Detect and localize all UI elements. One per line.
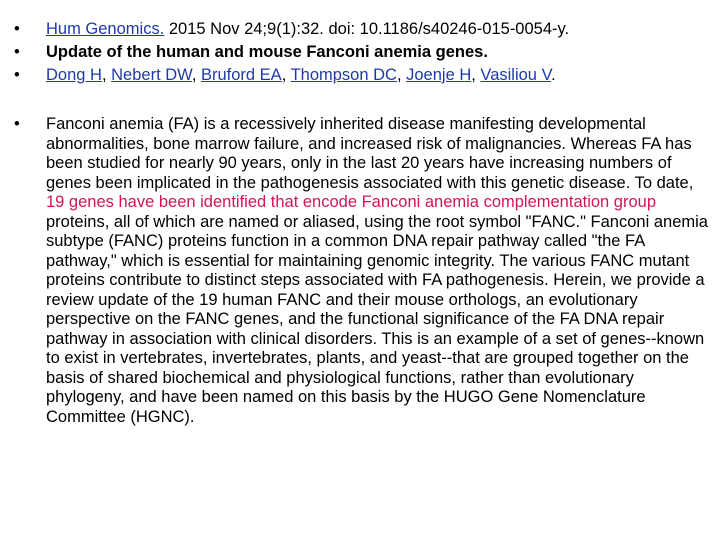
bullet: • [14, 66, 20, 84]
journal-link[interactable]: Hum Genomics. [46, 20, 165, 38]
citation-details: 2015 Nov 24;9(1):32. doi: 10.1186/s40246-015-0054-y. [164, 20, 570, 38]
bullet: • [14, 43, 20, 61]
abstract-text-end: proteins, all of which are named or aliased, using the root symbol "FANC." Fanconi anemia subtype (FANC) proteins function in a common DNA repair pathway called "the FA pathway," which is essential for maintaining genomic integrity. The various FANC mutant proteins contribute to distinct steps associated with FA pathogenesis. Herein, we provide a review update of the 19 human FANC and their mouse orthologs, an evolutionary perspective on the FANC genes, and the functional significance of the FA DNA repair pathway in association with clinical disorders. This is an example of a set of genes--known to exist in vertebrates, invertebrates, plants, and yeast--that are grouped together on the basis of shared biochemical and physiological functions, rather than evolutionary phylogeny, and have been named on this basis by the HUGO Gene Nomenclature Committee (HGNC). [46, 212, 708, 426]
abstract-list [14, 115, 714, 427]
abstract-paragraph [46, 115, 714, 427]
author-end: . [551, 66, 556, 84]
author-separator: , [191, 66, 201, 84]
citation-line [14, 18, 714, 41]
author-link[interactable]: Dong H [46, 66, 102, 84]
author-separator: , [101, 66, 112, 84]
title-line [14, 41, 714, 64]
author-link[interactable]: Joenje H [406, 66, 472, 84]
article-title: Update of the human and mouse Fanconi anemia genes. [46, 43, 488, 61]
author-link[interactable]: Thompson DC [290, 66, 397, 84]
reference-list [14, 18, 714, 87]
abstract-item [14, 115, 714, 427]
highlighted-text: 19 genes have been identified that encode Fanconi anemia complementation group [46, 193, 657, 211]
author-link[interactable]: Nebert DW [111, 66, 192, 84]
author-separator: , [281, 66, 291, 84]
author-separator: , [396, 66, 407, 84]
author-link[interactable]: Vasiliou V [480, 66, 552, 84]
authors-line [14, 64, 714, 87]
author-separator: , [471, 66, 481, 84]
bullet: • [14, 20, 20, 38]
author-link[interactable]: Bruford EA [200, 66, 282, 84]
bullet: • [14, 115, 20, 133]
abstract-text-start: Fanconi anemia (FA) is a recessively inherited disease manifesting developmental abnormalities, bone marrow failure, and increased risk of malignancies. Whereas FA has been studied for nearly 90 years, only in the last 20 years have increasing numbers of genes been implicated in the pathogenesis associated with this genetic disease. To date, [46, 115, 694, 192]
